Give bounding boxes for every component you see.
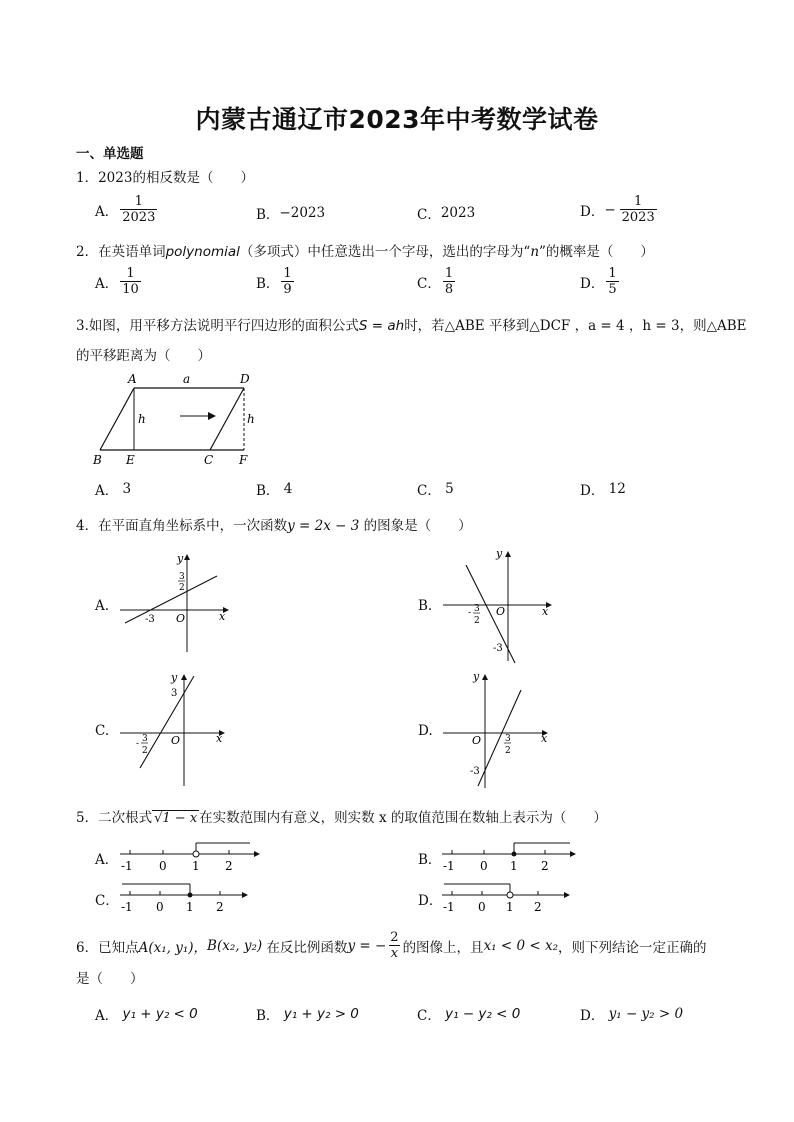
svg-text:2: 2	[541, 859, 549, 873]
q3-d-value: 12	[608, 481, 626, 497]
q3-c-value: 5	[445, 481, 454, 497]
q2-option-a[interactable]	[95, 266, 143, 297]
section-single-choice: 一、单选题	[76, 146, 144, 162]
q3-label-A: A	[128, 372, 137, 386]
q4-option-b-label[interactable]: B.	[418, 598, 433, 614]
svg-text:0: 0	[159, 859, 167, 873]
q6-stem-line2: 是（ ）	[76, 971, 144, 987]
svg-text:-1: -1	[121, 859, 133, 873]
svg-text:2: 2	[179, 583, 185, 593]
q6-point-b: B(x₂, y₂)	[207, 937, 263, 954]
q6-d-value: y₁ − y₂ > 0	[608, 1006, 684, 1022]
q2-option-c[interactable]	[417, 266, 457, 297]
q3-option-a[interactable]	[95, 479, 131, 499]
q1-d-label: D．	[580, 203, 605, 220]
q5-numberline-b[interactable]	[440, 840, 585, 874]
q4-graph-a[interactable]	[115, 548, 235, 658]
svg-text:3: 3	[179, 572, 185, 582]
q5-radical: √1 − x	[154, 811, 198, 826]
q4-d-line	[478, 690, 521, 786]
q6-condition: x₁ < 0 < x₂	[483, 937, 558, 954]
q1-option-b[interactable]	[256, 203, 325, 223]
svg-text:-1: -1	[121, 900, 133, 914]
q5-option-a-label[interactable]: A．	[95, 852, 119, 868]
svg-text:1: 1	[186, 900, 194, 914]
svg-text:2: 2	[534, 900, 542, 914]
svg-text:2: 2	[474, 616, 480, 626]
q4-func: y = 2x − 3	[287, 518, 360, 534]
q1-b-label: B．	[256, 207, 280, 223]
q1-option-a[interactable]	[95, 194, 159, 225]
svg-text:0: 0	[478, 900, 486, 914]
q3-option-d[interactable]	[580, 479, 626, 499]
q5-numberline-c[interactable]	[118, 881, 263, 915]
q6-stem: 6．已知点 A(x₁, y₁)， B(x₂, y₂) 在反比例函数 y = − $\frac{2}{x}$ 的图像上，且 x₁ < 0 < x₂ ，则下列结论一定正确的	[76, 930, 707, 961]
svg-text:2: 2	[216, 900, 224, 914]
q4-c-line	[140, 676, 194, 768]
svg-text:y: y	[171, 671, 178, 684]
q3-label-E: E	[126, 453, 135, 467]
q3-arrow-head	[208, 412, 216, 420]
q4-option-c-label[interactable]: C.	[95, 723, 110, 739]
q2-b-label: B．	[256, 275, 280, 292]
q3-edge-ab	[100, 388, 134, 450]
q3-label-h2: h	[247, 412, 255, 426]
q3-label-a: a	[183, 372, 191, 386]
svg-text:2: 2	[505, 746, 511, 756]
q6-func: y = −	[347, 937, 387, 954]
q2-option-b[interactable]	[256, 266, 296, 297]
q5-option-d-label[interactable]: D．	[418, 893, 443, 909]
svg-text:x: x	[216, 732, 223, 745]
q2-c-fraction: $\frac{1}{8}$	[444, 266, 454, 297]
q5-stem: 5．二次根式 √1 − x 在实数范围内有意义，则实数 x 的取值范围在数轴上表示为（ ）	[76, 810, 607, 826]
svg-text:O: O	[171, 734, 181, 747]
q3-label-F: F	[239, 453, 248, 467]
svg-text:O: O	[176, 612, 186, 625]
q3-c-label: C．	[417, 483, 441, 499]
q3-label-D: D	[240, 372, 250, 386]
q3-d-label: D．	[580, 483, 605, 499]
q5-option-b-label[interactable]: B．	[418, 852, 442, 868]
q3-option-b[interactable]	[256, 479, 292, 499]
q3-option-c[interactable]	[417, 479, 454, 499]
q6-option-a[interactable]	[95, 1004, 198, 1024]
q6-option-d[interactable]	[580, 1004, 683, 1024]
q4-a-line	[125, 576, 217, 623]
q6-b-value: y₁ + y₂ > 0	[283, 1006, 359, 1022]
q6-option-b[interactable]	[256, 1004, 359, 1024]
q4-graph-d[interactable]	[438, 668, 558, 793]
q4-option-a-label[interactable]: A.	[95, 598, 110, 614]
q1-option-d[interactable]	[580, 194, 659, 225]
svg-text:O: O	[496, 605, 506, 618]
svg-text:-: -	[468, 608, 472, 618]
q6-option-c[interactable]	[417, 1004, 520, 1024]
svg-text:0: 0	[480, 859, 488, 873]
q6-point-a: A(x₁, y₁)，	[138, 939, 208, 956]
svg-text:3: 3	[142, 734, 148, 744]
q4-stem: 4．在平面直角坐标系中，一次函数y = 2x − 3 的图象是（ ）	[76, 518, 472, 534]
svg-text:-3: -3	[470, 766, 480, 777]
svg-text:x: x	[219, 610, 226, 623]
svg-text:1: 1	[506, 900, 514, 914]
q3-parallelogram-figure	[90, 370, 270, 470]
q1-c-value: 2023	[440, 205, 476, 221]
q3-label-B: B	[93, 453, 102, 467]
q2-a-fraction: $\frac{1}{10}$	[122, 266, 139, 297]
q5-numberline-a[interactable]	[118, 840, 263, 874]
q3-formula: S = ah	[358, 318, 405, 334]
q6-c-label: C．	[417, 1008, 441, 1024]
svg-text:-3: -3	[493, 643, 503, 654]
q4-graph-c[interactable]	[115, 668, 235, 793]
svg-text:O: O	[472, 734, 482, 747]
q6-c-value: y₁ − y₂ < 0	[445, 1006, 521, 1022]
q4-option-d-label[interactable]: D.	[418, 723, 433, 739]
svg-text:3: 3	[505, 734, 511, 744]
q1-d-fraction: $\frac{1}{2023}$	[621, 194, 655, 225]
q4-graph-b[interactable]	[438, 543, 558, 668]
q5-numberline-d[interactable]	[440, 881, 585, 915]
svg-text:x: x	[541, 732, 548, 745]
q2-d-label: D．	[580, 275, 605, 292]
q2-d-fraction: $\frac{1}{5}$	[608, 266, 617, 297]
q3-stem-line2: 的平移距离为（ ）	[76, 348, 211, 364]
q1-a-fraction: $\frac{1}{2023}$	[122, 194, 156, 225]
q2-a-label: A．	[95, 275, 119, 292]
q3-label-h1: h	[138, 412, 146, 426]
q6-d-label: D．	[580, 1008, 605, 1024]
q1-option-c[interactable]	[417, 203, 475, 223]
q3-label-C: C	[204, 453, 214, 467]
svg-text:0: 0	[156, 900, 164, 914]
q3-a-value: 3	[122, 481, 132, 497]
q3-stem: 3.如图，用平移方法说明平行四边形的面积公式S = ah时，若△ABE 平移到△DCF ，a = 4 ，h = 3，则△ABE	[76, 318, 747, 334]
q2-letter: n	[530, 244, 540, 260]
q2-word: polynomial	[165, 244, 240, 260]
svg-text:-1: -1	[443, 859, 455, 873]
svg-text:2: 2	[225, 859, 233, 873]
svg-text:y: y	[473, 670, 480, 683]
q3-edge-dc	[210, 388, 244, 450]
q6-b-label: B．	[256, 1008, 280, 1024]
svg-text:1: 1	[192, 859, 200, 873]
q2-c-label: C．	[417, 275, 441, 292]
svg-text:-3: -3	[145, 614, 155, 625]
q1-a-label: A．	[95, 203, 119, 220]
q1-c-label: C．	[417, 207, 441, 223]
svg-text:3: 3	[474, 604, 480, 614]
q2-b-fraction: $\frac{1}{9}$	[283, 266, 292, 297]
svg-text:1: 1	[510, 859, 518, 873]
svg-text:y: y	[177, 552, 184, 565]
svg-text:y: y	[496, 547, 503, 560]
svg-text:-1: -1	[443, 900, 455, 914]
q2-option-d[interactable]	[580, 266, 621, 297]
q6-a-label: A．	[95, 1008, 119, 1024]
q2-stem: 2．在英语单词polynomial（多项式）中任意选出一个字母，选出的字母为“n”的概率是（ ）	[76, 244, 654, 260]
q1-b-value: −2023	[279, 205, 326, 221]
q3-a-label: A．	[95, 483, 119, 499]
q1-d-sign: −	[604, 201, 616, 218]
q6-a-value: y₁ + y₂ < 0	[122, 1006, 198, 1022]
svg-text:-: -	[136, 739, 140, 749]
q3-b-label: B．	[256, 483, 280, 499]
q3-b-value: 4	[283, 481, 293, 497]
q6-func-fraction: $\frac{2}{x}$	[390, 930, 399, 961]
exam-title: 内蒙古通辽市2023年中考数学试卷	[195, 105, 599, 134]
q5-option-c-label[interactable]: C．	[95, 893, 119, 909]
svg-text:2: 2	[142, 746, 148, 756]
q1-stem: 1．2023的相反数是（ ）	[76, 170, 254, 186]
svg-text:3: 3	[171, 688, 178, 699]
svg-text:x: x	[542, 605, 549, 618]
